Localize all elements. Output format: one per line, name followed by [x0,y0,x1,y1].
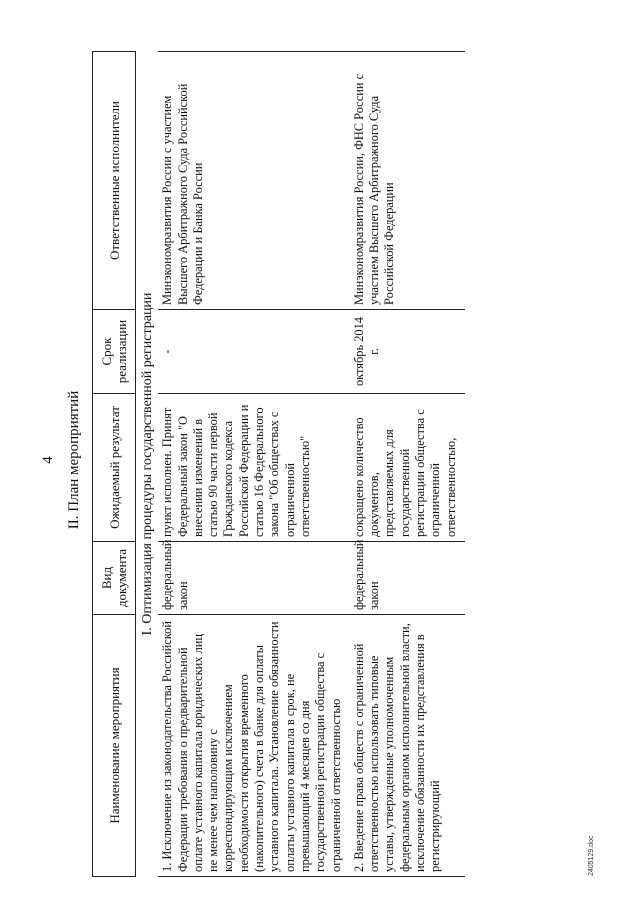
subsection-title: I. Оптимизация процедуры государственной регистрации [140,292,155,636]
cell-doc-type: федеральный закон [350,542,465,615]
cell-result: пункт исполнен. Принят Федеральный закон "О внесении изменений в статью 90 части первой Гражданского кодекса Российской Федерации и статью 16 Федерального закона "Об обществах с ограниченной ответственностью" [158,394,350,542]
section-title: II. План мероприятий [66,390,82,530]
plan-table [92,51,465,877]
cell-deadline: октябрь 2014 г. [350,310,465,394]
cell-deadline: - [158,310,350,394]
header-doc-type: Вид документа [93,542,136,615]
header-name: Наименование мероприятия [93,615,136,877]
table-header-row [93,52,136,877]
cell-responsible: Минэкономразвития России, ФНС России с участием Высшего Арбитражного Суда Российской Федерации [350,52,465,310]
document-code: 2405129.doc [588,835,595,876]
cell-result: сокращено количество документов, представляемых для государственной регистрации общества с ограниченной ответственностью, [350,394,465,542]
header-deadline: Срок реализации [93,310,136,394]
cell-name: 2. Введение права обществ с ограниченной ответственностью использовать типовые уставы, утвержденные уполномоченным федеральным органом исполнительной власти, исключение обязанности их представления в регистрирующий [350,615,465,877]
table-row [350,52,465,877]
subsection-row [136,52,159,877]
table-row [158,52,350,877]
cell-name: 1. Исключение из законодательства Российской Федерации требования о предварительной оплате уставного капитала юридических лиц не менее чем наполовину с корреспондирующим исключением необходимости открытия временного (накопительного) счета в банке для оплаты уставного капитала. Установление обязанности оплаты уставного капитала в срок, не превышающий 4 месяцев со дня государственной регистрации общества с ограниченной ответственностью [158,615,350,877]
cell-responsible: Минэкономразвития России с участием Высшего Арбитражного Суда Российской Федерации и Банка России [158,52,350,310]
rotated-page [40,40,600,880]
cell-doc-type: федеральный закон [158,542,350,615]
header-responsible: Ответственные исполнители [93,52,136,310]
page-number: 4 [40,456,56,464]
header-result: Ожидаемый результат [93,394,136,542]
